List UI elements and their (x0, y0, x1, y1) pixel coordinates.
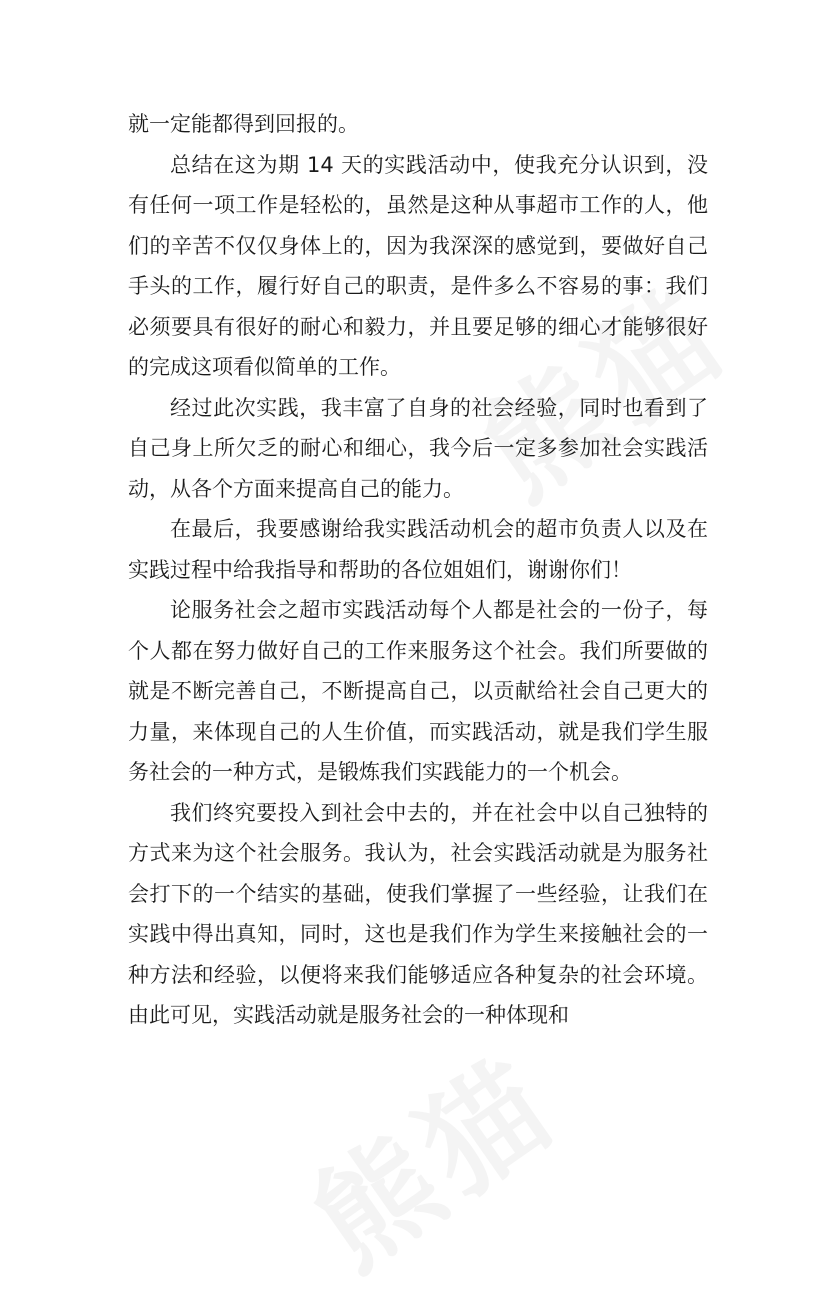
paragraph: 总结在这为期 14 天的实践活动中，使我充分认识到，没有任何一项工作是轻松的，虽然是这种从事超市工作的人，他们的辛苦不仅仅身体上的，因为我深深的感觉到，要做好自己手头的工作，履行好自己的职责，是件多么不容易的事：我们必须要具有很好的耐心和毅力，并且要足够的细心才能够很好的完成这项看似简单的工作。 (128, 152, 708, 379)
paragraph: 经过此次实践，我丰富了自身的社会经验，同时也看到了自己身上所欠乏的耐心和细心，我今后一定多参加社会实践活动，从各个方面来提高自己的能力。 (128, 395, 708, 501)
paragraph: 论服务社会之超市实践活动每个人都是社会的一份子，每个人都在努力做好自己的工作来服务这个社会。我们所要做的就是不断完善自己，不断提高自己，以贡献给社会自己更大的力量，来体现自己的人生价值，而实践活动，就是我们学生服务社会的一种方式，是锻炼我们实践能力的一个机会。 (128, 598, 708, 784)
document-body (128, 104, 708, 1036)
paragraph: 在最后，我要感谢给我实践活动机会的超市负责人以及在实践过程中给我指导和帮助的各位姐姐们，谢谢你们！ (128, 517, 708, 582)
paragraph: 我们终究要投入到社会中去的，并在社会中以自己独特的方式来为这个社会服务。我认为，社会实践活动就是为服务社会打下的一个结实的基础，使我们掌握了一些经验，让我们在实践中得出真知，同时，这也是我们作为学生来接触社会的一种方法和经验，以便将来我们能够适应各种复杂的社会环境。由此可见，实践活动就是服务社会的一种体现和 (128, 800, 708, 1027)
watermark-graphic (274, 1011, 586, 1301)
paragraph: 就一定能都得到回报的。 (128, 112, 359, 136)
